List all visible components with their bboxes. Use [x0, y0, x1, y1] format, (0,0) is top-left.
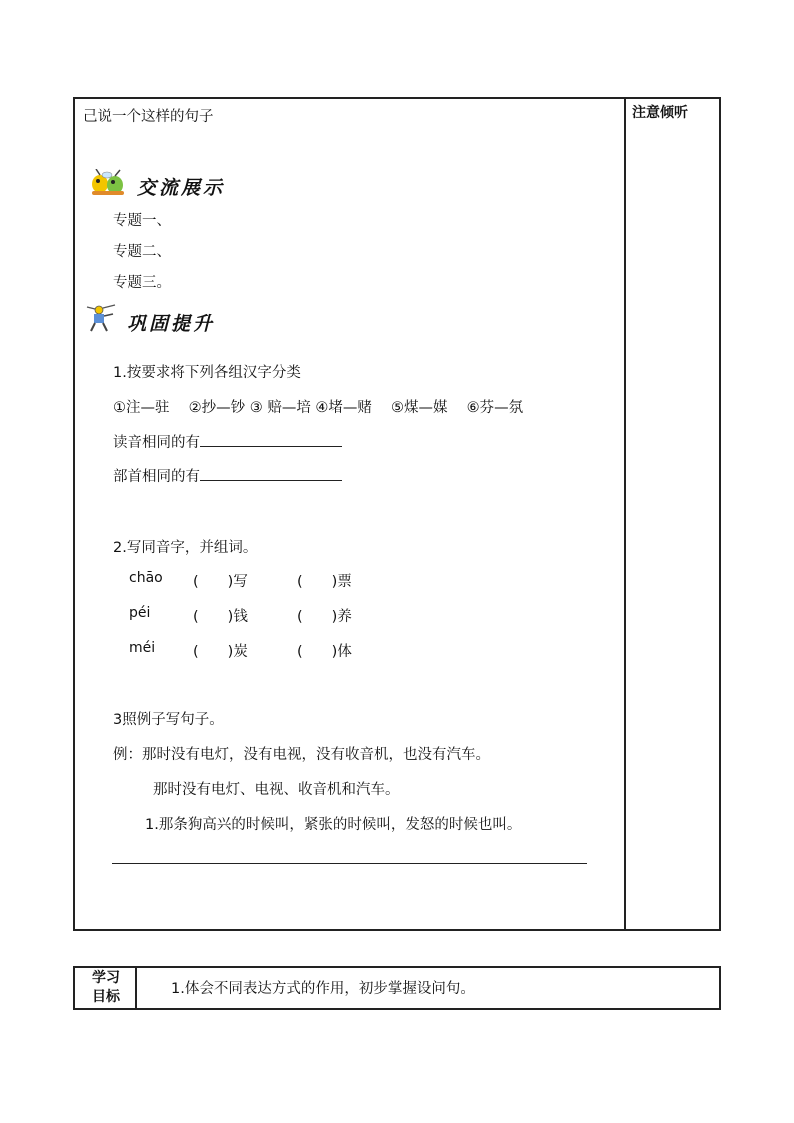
q3-answer-line[interactable]: [112, 863, 587, 864]
q3-title: 3照例子写句子。: [113, 712, 224, 728]
q3-example-rewrite: 那时没有电灯、电视、收音机和汽车。: [153, 782, 400, 798]
q2-row3-blank-a: ( )炭: [193, 644, 248, 660]
bees-icon: [89, 169, 129, 197]
q1-same-sound-line: [113, 431, 342, 452]
goals-label-line1: 学习: [92, 970, 120, 986]
q1-same-sound-label: 读音相同的有: [113, 435, 200, 451]
topic-1: 专题一、: [113, 213, 171, 229]
q1-same-radical-label: 部首相同的有: [113, 469, 200, 485]
q2-row3-pinyin: méi: [129, 640, 156, 656]
q3-item-1: 1.那条狗高兴的时候叫，紧张的时候叫，发怒的时候也叫。: [145, 817, 522, 833]
intro-line: 己说一个这样的句子: [83, 109, 214, 125]
q2-row2-blank-b: ( )养: [297, 609, 352, 625]
topic-3: 专题三。: [113, 275, 171, 291]
q2-row2-blank-a: ( )钱: [193, 609, 248, 625]
topic-2: 专题二、: [113, 244, 171, 260]
q2-title: 2.写同音字，并组词。: [113, 540, 258, 556]
q2-row1-pinyin: chāo: [129, 570, 163, 586]
q2-row1-blank-b: ( )票: [297, 574, 352, 590]
lesson-table: [73, 97, 721, 931]
q1-same-radical-line: [113, 465, 342, 486]
goals-label: [79, 969, 133, 1007]
goals-label-line2: 目标: [92, 989, 120, 1005]
q2-row1-blank-a: ( )写: [193, 574, 248, 590]
section-title-exchange: 交流展示: [137, 177, 226, 199]
learning-goals-table: [73, 966, 721, 1010]
q1-title: 1.按要求将下列各组汉字分类: [113, 365, 301, 381]
goals-text: 1.体会不同表达方式的作用，初步掌握设问句。: [171, 981, 475, 997]
q3-example: 例：那时没有电灯，没有电视，没有收音机，也没有汽车。: [113, 747, 490, 763]
q1-same-radical-blank[interactable]: [200, 465, 342, 481]
column-divider: [624, 99, 626, 929]
goals-divider: [135, 968, 137, 1008]
q1-same-sound-blank[interactable]: [200, 431, 342, 447]
q2-row2-pinyin: péi: [129, 605, 151, 621]
q1-character-pairs: ①注—驻 ②抄—钞 ③ 赔—培 ④堵—赌 ⑤煤—媒 ⑥芬—氛: [113, 400, 524, 416]
side-column-header: 注意倾听: [632, 105, 688, 121]
q2-row3-blank-b: ( )体: [297, 644, 352, 660]
section-title-consolidate: 巩固提升: [127, 313, 216, 335]
runner-icon: [83, 304, 119, 332]
